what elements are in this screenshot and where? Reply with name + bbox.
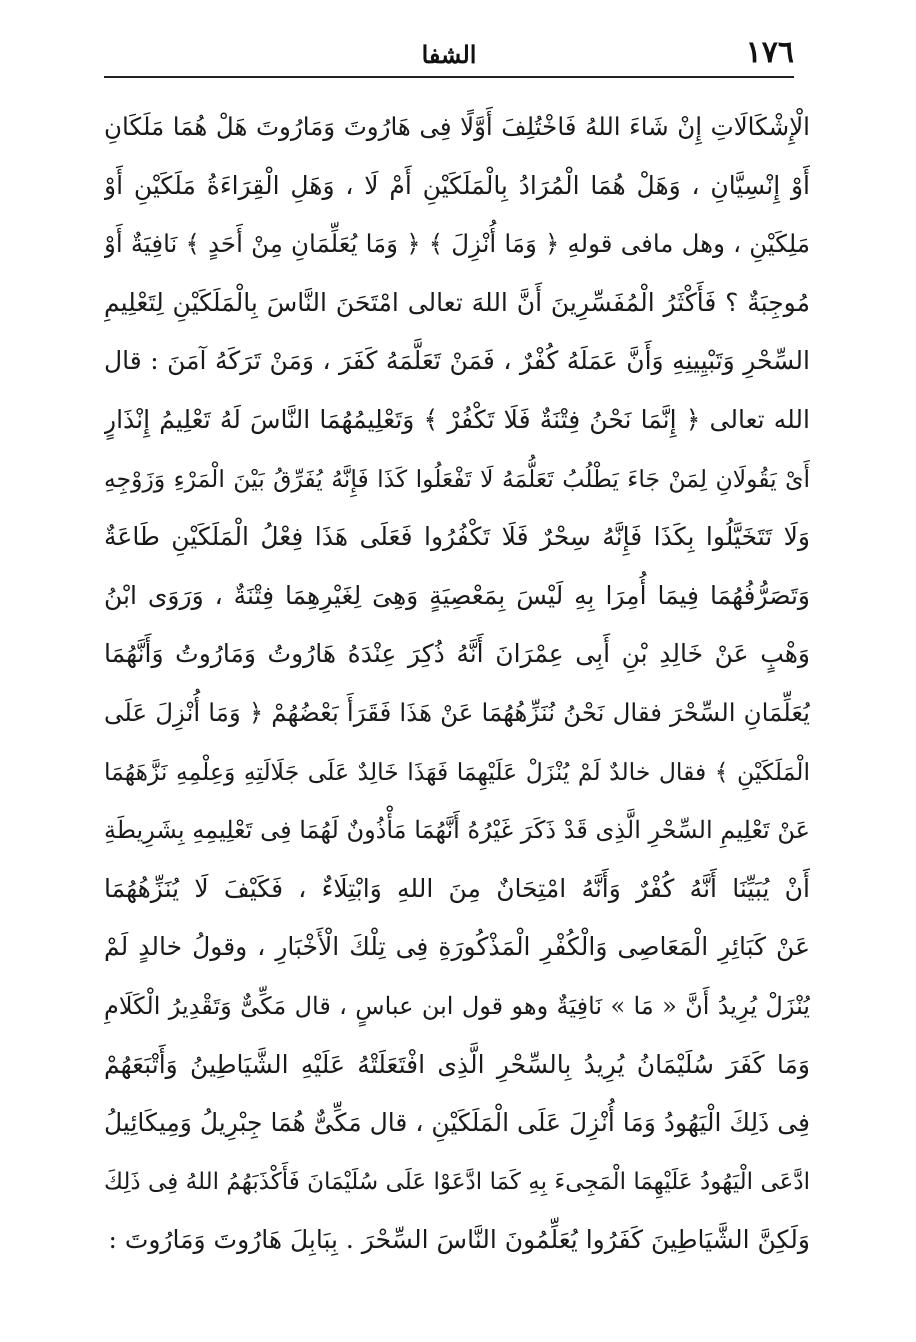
text-line: ادَّعَى الْيَهُودُ عَلَيْهِمَا الْمَجِىءَ بِهِ كَمَا ادَّعَوْا عَلَى سُلَيْمَانَ فَأَكْذَبَهُمُ اللهُ فِى ذَلِكَ bbox=[104, 1168, 810, 1195]
text-line: مَلِكَيْنِ ، وهل مافى قولهِ ﴿ وَمَا أُنْزِلَ ﴾ ﴿ وَمَا يُعَلِّمَانِ مِنْ أَحَدٍ ﴾ نَافِيَةٌ أَوْ bbox=[104, 229, 810, 259]
text-line: وَهْبٍ عَنْ خَالِدِ بْنِ أَبِى عِمْرَانَ أَنَّهُ ذُكِرَ عِنْدَهُ هَارُوتُ وَمَارُوتُ وَأَنَّهُمَا bbox=[104, 639, 810, 669]
page-header bbox=[104, 30, 794, 76]
text-line: وَلَا تَتَخَيَّلُوا بِكَذَا فَإِنَّهُ سِحْرٌ فَلَا تَكْفُرُوا فَعَلَى هَذَا فِعْلُ الْمَلَكَيْنِ طَاعَةٌ bbox=[104, 522, 810, 552]
running-title: الشفا bbox=[421, 40, 477, 69]
text-line: وَتَصَرُّفُهُمَا فِيمَا أُمِرَا بِهِ لَيْسَ بِمَعْصِيَةٍ وَهِىَ لِغَيْرِهِمَا فِتْنَةٌ ، وَرَوَى ابْنُ bbox=[104, 580, 810, 610]
text-line: الْإِشْكَالَاتِ إِنْ شَاءَ اللهُ فَاخْتُلِفَ أَوَّلًا فِى هَارُوتَ وَمَارُوتَ هَلْ هُمَا مَلَكَانِ bbox=[104, 112, 810, 141]
header-rule bbox=[104, 76, 794, 78]
text-line: وَلَكِنَّ الشَّيَاطِينَ كَفَرُوا يُعَلِّمُونَ النَّاسَ السِّحْرَ . بِبَابِلَ هَارُوتَ وَمَارُوتَ : bbox=[108, 1225, 810, 1255]
text-line: السِّحْرِ وَتَبْيِينِهِ وَأَنَّ عَمَلَهُ كُفْرٌ ، فَمَنْ تَعَلَّمَهُ كَفَرَ ، وَمَنْ تَرَكَهُ آمَنَ : قال bbox=[104, 346, 810, 376]
text-line: فِى ذَلِكَ الْيَهُودُ وَمَا أُنْزِلَ عَلَى الْمَلَكَيْنِ ، قال مَكِّىٌّ هُمَا جِبْرِيلُ وَمِيكَائِيلُ bbox=[104, 1108, 810, 1138]
text-line: أَنْ يُبَيِّنَا أَنَّهُ كُفْرٌ وَأَنَّهُ امْتِحَانٌ مِنَ اللهِ وَابْتِلَاءٌ ، فَكَيْفَ لَا يُنَزِّهُهُمَا bbox=[104, 873, 810, 903]
text-line: أَوْ إِنْسِيَّانِ ، وَهَلْ هُمَا الْمُرَادُ بِالْمَلَكَيْنِ أَمْ لَا ، وَهَلِ الْقِرَاءَةُ مَلَكَيْنِ أَوْ bbox=[104, 170, 810, 200]
text-line: مُوجِبَةٌ ؟ فَأَكْثَرُ الْمُفَسِّرِينَ أَنَّ اللهَ تعالى امْتَحَنَ النَّاسَ بِالْمَلَكَيْنِ لِتَعْلِيمِ bbox=[104, 287, 810, 317]
text-line: الله تعالى ﴿ إِنَّمَا نَحْنُ فِتْنَةٌ فَلَا تَكْفُرْ ﴾ وَتَعْلِيمُهُمَا النَّاسَ لَهُ تَعْلِيمُ إِنْذَارٍ bbox=[104, 404, 810, 434]
text-line: الْمَلَكَيْنِ ﴾ فقال خالدٌ لَمْ يُنْزَلْ عَلَيْهِمَا فَهَذَا خَالِدٌ عَلَى جَلَالَتِهِ وَعِلْمِهِ نَزَّهَهُمَا bbox=[104, 757, 810, 786]
text-line: يُعَلِّمَانِ السِّحْرَ فقال نَحْنُ نُنَزِّهُهُمَا عَنْ هَذَا فَقَرَأَ بَعْضُهُمْ ﴿ وَمَا أُنْزِلَ عَلَى bbox=[104, 697, 810, 727]
body-text bbox=[104, 98, 810, 1270]
page-number: ١٧٦ bbox=[745, 35, 794, 70]
text-line: عَنْ تَعْلِيمِ السِّحْرِ الَّذِى قَدْ ذَكَرَ غَيْرُهُ أَنَّهُمَا مَأْذُونٌ لَهُمَا فِى تَعْلِيمِهِ بِشَرِيطَةِ bbox=[104, 816, 810, 845]
text-line: يُنْزَلْ يُرِيدُ أَنَّ « مَا » نَافِيَةٌ وهو قول ابن عباسٍ ، قال مَكِّىٌّ وَتَقْدِيرُ الْكَلَامِ bbox=[104, 991, 810, 1020]
text-line: عَنْ كَبَائِرِ الْمَعَاصِى وَالْكُفْرِ الْمَذْكُورَةِ فِى تِلْكَ الْأَخْبَارِ ، وقولُ خالدٍ لَمْ bbox=[104, 932, 810, 962]
text-line: أَىْ يَقُولَانِ لِمَنْ جَاءَ يَطْلُبُ تَعَلُّمَهُ لَا تَفْعَلُوا كَذَا فَإِنَّهُ يُفَرِّقُ بَيْنَ الْمَرْءِ وَزَوْجِهِ bbox=[104, 464, 810, 493]
text-line: وَمَا كَفَرَ سُلَيْمَانُ يُرِيدُ بِالسِّحْرِ الَّذِى افْتَعَلَتْهُ عَلَيْهِ الشَّيَاطِينُ وَأَتْبَعَهُمْ bbox=[104, 1049, 810, 1079]
